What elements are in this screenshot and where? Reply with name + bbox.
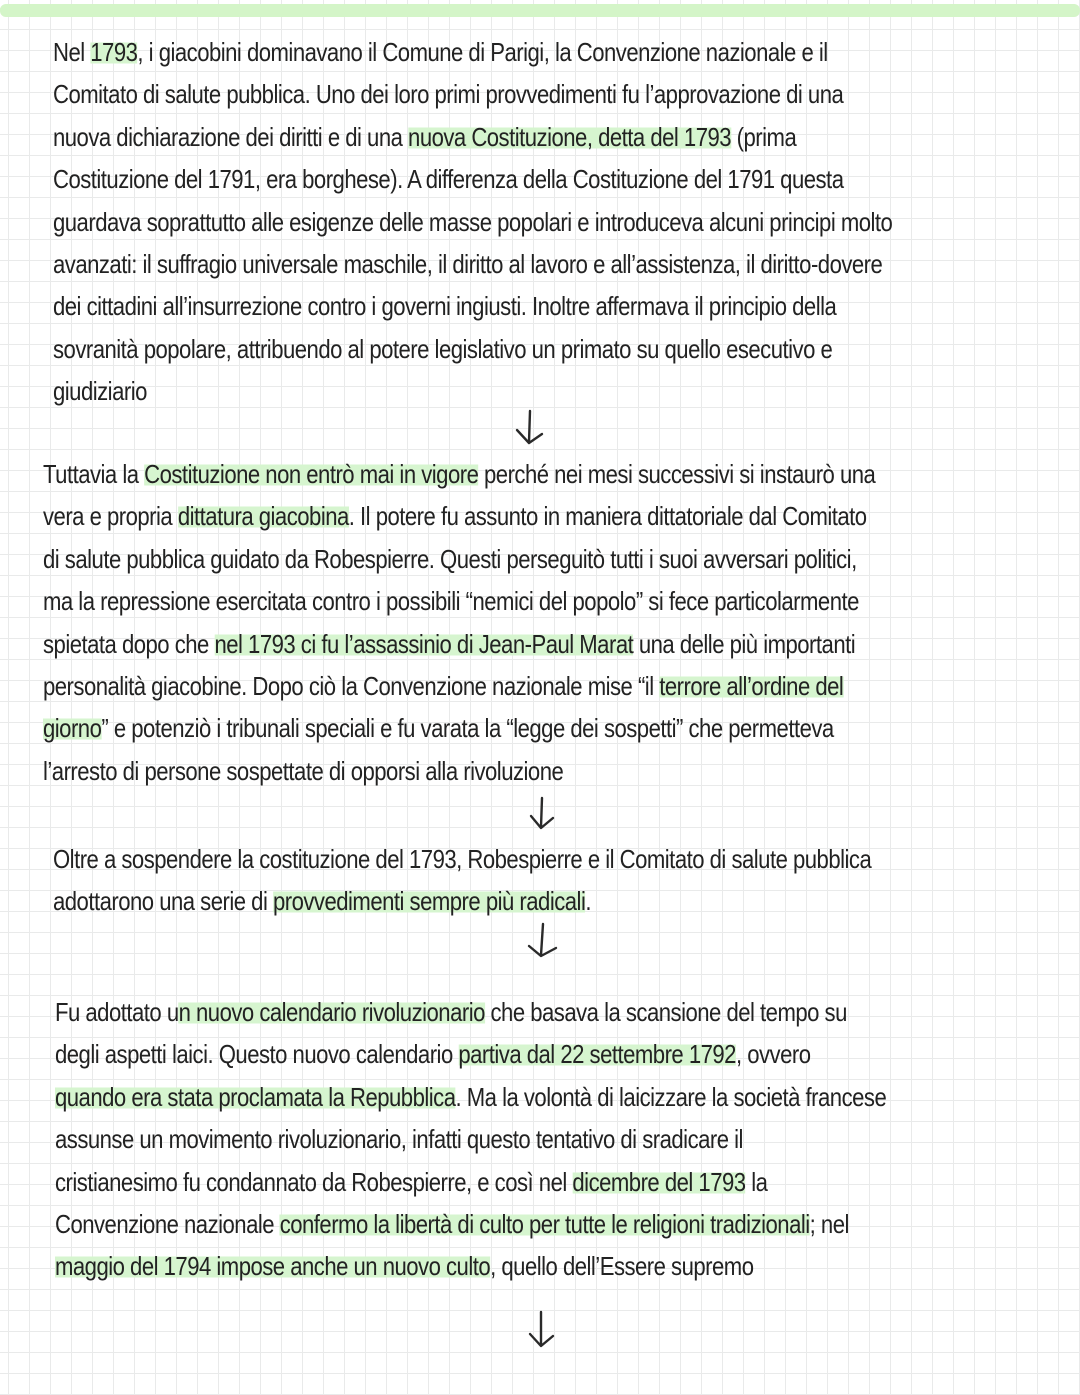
paragraph-constitution-1793 xyxy=(53,31,892,413)
text-segment: che basava la scansione del tempo su xyxy=(484,997,847,1027)
text-segment: , quello dell’Essere supremo xyxy=(490,1251,754,1282)
text-line xyxy=(53,31,892,73)
text-line xyxy=(53,243,892,285)
text-segment: , ovvero xyxy=(735,1039,811,1070)
highlighted-text: partiva dal 22 settembre 1792 xyxy=(458,1039,736,1070)
text-line xyxy=(43,707,875,749)
text-segment: Tuttavia la xyxy=(43,459,145,489)
text-segment: guardava soprattutto alle esigenze delle masse popolari e introduceva alcuni principi molto xyxy=(53,206,893,237)
text-line xyxy=(55,1161,886,1203)
text-segment: dei cittadini all’insurrezione contro i governi ingiusti. Inoltre affermava il principio della xyxy=(53,291,837,322)
text-segment: . xyxy=(585,886,591,917)
text-segment: assunse un movimento rivoluzionario, infatti questo tentativo di sradicare il xyxy=(55,1124,743,1155)
text-line xyxy=(53,370,892,412)
text-line xyxy=(53,285,892,327)
text-line xyxy=(53,880,871,922)
paragraph-radical-measures xyxy=(53,838,871,923)
highlighted-text: dittatura giacobina xyxy=(177,501,349,532)
text-segment: Fu adottato u xyxy=(55,997,179,1027)
text-segment: giudiziario xyxy=(53,376,147,407)
text-line xyxy=(53,328,892,370)
text-line xyxy=(43,538,875,580)
text-line xyxy=(55,1245,886,1287)
text-segment: . Ma la volontà di laicizzare la società francese xyxy=(455,1081,887,1112)
text-segment: ” e potenziò i tribunali speciali e fu varata la “legge dei sospetti” che permetteva xyxy=(101,713,834,744)
highlighted-text: terrore all’ordine del xyxy=(659,670,844,701)
text-line xyxy=(55,1203,886,1245)
text-line xyxy=(55,1118,886,1160)
text-segment: . Il potere fu assunto in maniera dittatoriale dal Comitato xyxy=(348,501,867,532)
highlighted-text: giorno xyxy=(43,713,102,744)
text-segment: la xyxy=(745,1166,768,1197)
text-segment: Comitato di salute pubblica. Uno dei loro primi provvedimenti fu l’approvazione di una xyxy=(53,79,844,110)
highlighted-text: n nuovo calendario rivoluzionario xyxy=(178,997,485,1027)
text-segment: cristianesimo fu condannato da Robespierre, e così nel xyxy=(55,1166,573,1197)
highlighted-text: provvedimenti sempre più radicali xyxy=(272,886,586,917)
text-segment: adottarono una serie di xyxy=(53,886,273,917)
highlighted-text: 1793 xyxy=(90,37,138,67)
text-segment: Costituzione del 1791, era borghese). A differenza della Costituzione del 1791 questa xyxy=(53,164,844,195)
arrow-down-icon xyxy=(512,408,546,448)
text-segment: spietata dopo che xyxy=(43,628,215,659)
text-segment: personalità giacobine. Dopo ciò la Convenzione nazionale mise “il xyxy=(43,670,660,701)
text-segment: di salute pubblica guidato da Robespierre. Questi perseguitò tutti i suoi avversari politici, xyxy=(43,543,857,574)
text-segment: vera e propria xyxy=(43,501,178,532)
text-line xyxy=(55,1033,886,1075)
text-segment: una delle più importanti xyxy=(633,628,856,659)
highlighted-text: confermo la libertà di culto per tutte le religioni tradizionali xyxy=(279,1208,810,1239)
text-segment: sovranità popolare, attribuendo al potere legislativo un primato su quello esecutivo e xyxy=(53,333,833,364)
text-line xyxy=(43,495,875,537)
text-line xyxy=(43,750,875,792)
text-line xyxy=(55,991,886,1033)
text-segment: l’arresto di persone sospettate di opporsi alla rivoluzione xyxy=(43,755,564,786)
text-segment: ; nel xyxy=(809,1208,849,1239)
text-line xyxy=(53,73,892,115)
arrow-down-icon xyxy=(525,922,559,962)
arrow-down-icon xyxy=(525,794,559,834)
highlighted-text: maggio del 1794 impose anche un nuovo culto xyxy=(55,1251,491,1282)
text-segment: perché nei mesi successivi si instaurò una xyxy=(478,459,876,489)
highlighted-text: dicembre del 1793 xyxy=(572,1166,746,1197)
arrow-down-icon xyxy=(524,1310,558,1350)
text-segment: nuova dichiarazione dei diritti e di una xyxy=(53,121,409,152)
text-line xyxy=(53,838,871,880)
text-segment: , i giacobini dominavano il Comune di Parigi, la Convenzione nazionale e il xyxy=(137,37,828,67)
text-segment: ma la repressione esercitata contro i possibili “nemici del popolo” si fece particolarmente xyxy=(43,586,859,617)
paragraph-jacobin-dictatorship xyxy=(43,453,875,792)
text-segment: Nel xyxy=(53,37,91,67)
top-highlight-stripe xyxy=(0,4,1080,17)
text-line xyxy=(53,158,892,200)
text-segment: Oltre a sospendere la costituzione del 1793, Robespierre e il Comitato di salute pubblica xyxy=(53,844,872,874)
paragraph-revolutionary-calendar xyxy=(55,991,886,1288)
text-line xyxy=(43,623,875,665)
text-segment: Convenzione nazionale xyxy=(55,1208,280,1239)
highlighted-text: quando era stata proclamata la Repubblica xyxy=(55,1081,456,1112)
text-line xyxy=(55,1076,886,1118)
text-line xyxy=(53,116,892,158)
highlighted-text: nuova Costituzione, detta del 1793 xyxy=(408,121,732,152)
highlighted-text: Costituzione non entrò mai in vigore xyxy=(144,459,479,489)
text-line xyxy=(43,580,875,622)
text-segment: (prima xyxy=(731,121,797,152)
text-line xyxy=(53,201,892,243)
text-segment: avanzati: il suffragio universale maschile, il diritto al lavoro e all’assistenza, il diritto-dovere xyxy=(53,248,883,279)
highlighted-text: nel 1793 ci fu l’assassinio di Jean-Paul Marat xyxy=(214,628,634,659)
text-segment: degli aspetti laici. Questo nuovo calendario xyxy=(55,1039,459,1070)
text-line xyxy=(43,453,875,495)
text-line xyxy=(43,665,875,707)
